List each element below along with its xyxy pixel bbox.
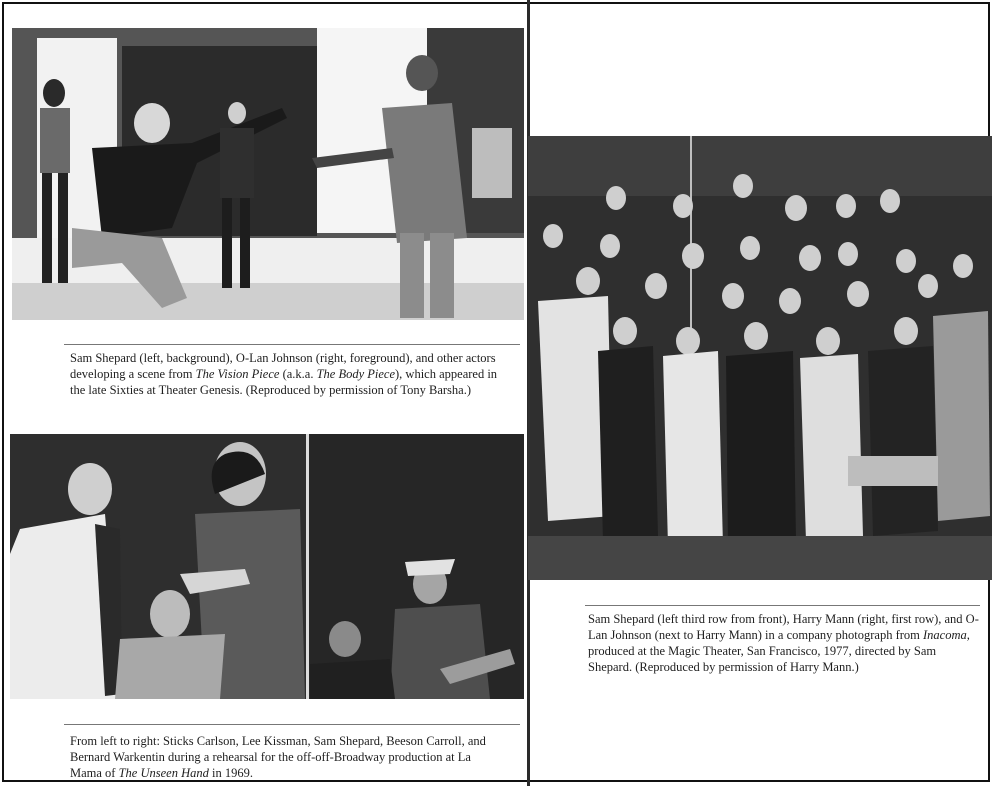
photo-vision-piece-image	[12, 28, 524, 320]
caption-rule-top-left	[64, 344, 520, 345]
caption-text-segment: Sam Shepard (left third row from front), Harry Mann (right, first row), and O-Lan Johnson (next to Harry Mann) in a company photograph from	[588, 612, 979, 642]
caption-title-segment: The Body Piece	[316, 367, 396, 381]
caption-text-segment: (a.k.a.	[279, 367, 317, 381]
caption-text-segment: produced at the Magic Theater, San Francisco, 1977, directed by Sam Shepard. (Reproduced by permission of Harry Mann.)	[588, 644, 937, 674]
caption-title-segment: The Unseen Hand	[118, 766, 209, 780]
caption-text-segment: Sam Shepard (left, background), O-Lan Johnson (right, foreground), and other actors developing a scene from	[70, 351, 496, 381]
caption-inacoma	[588, 611, 983, 675]
caption-rule-bottom-left	[64, 724, 520, 725]
photo-inacoma-company	[528, 136, 992, 580]
photo-vision-piece	[12, 28, 524, 320]
caption-title-segment: The Vision Piece	[195, 367, 280, 381]
caption-title-segment: Inacoma,	[923, 628, 970, 642]
caption-text-segment: in 1969.	[208, 766, 253, 780]
photo-inacoma-company-image	[528, 136, 992, 580]
photo-unseen-hand	[10, 434, 524, 699]
caption-unseen-hand	[70, 733, 490, 781]
caption-vision-piece	[70, 350, 500, 398]
photo-unseen-hand-image	[10, 434, 524, 699]
caption-text-segment: ), which appeared in the late Sixties at Theater Genesis. (Reproduced by permission of Tony Barsha.)	[70, 367, 498, 397]
caption-text-segment: From left to right: Sticks Carlson, Lee Kissman, Sam Shepard, Beeson Carroll, and Bernard Warkentin during a rehearsal for the off-off-Broadway production at La Mama of	[70, 734, 486, 780]
caption-rule-right	[585, 605, 980, 606]
